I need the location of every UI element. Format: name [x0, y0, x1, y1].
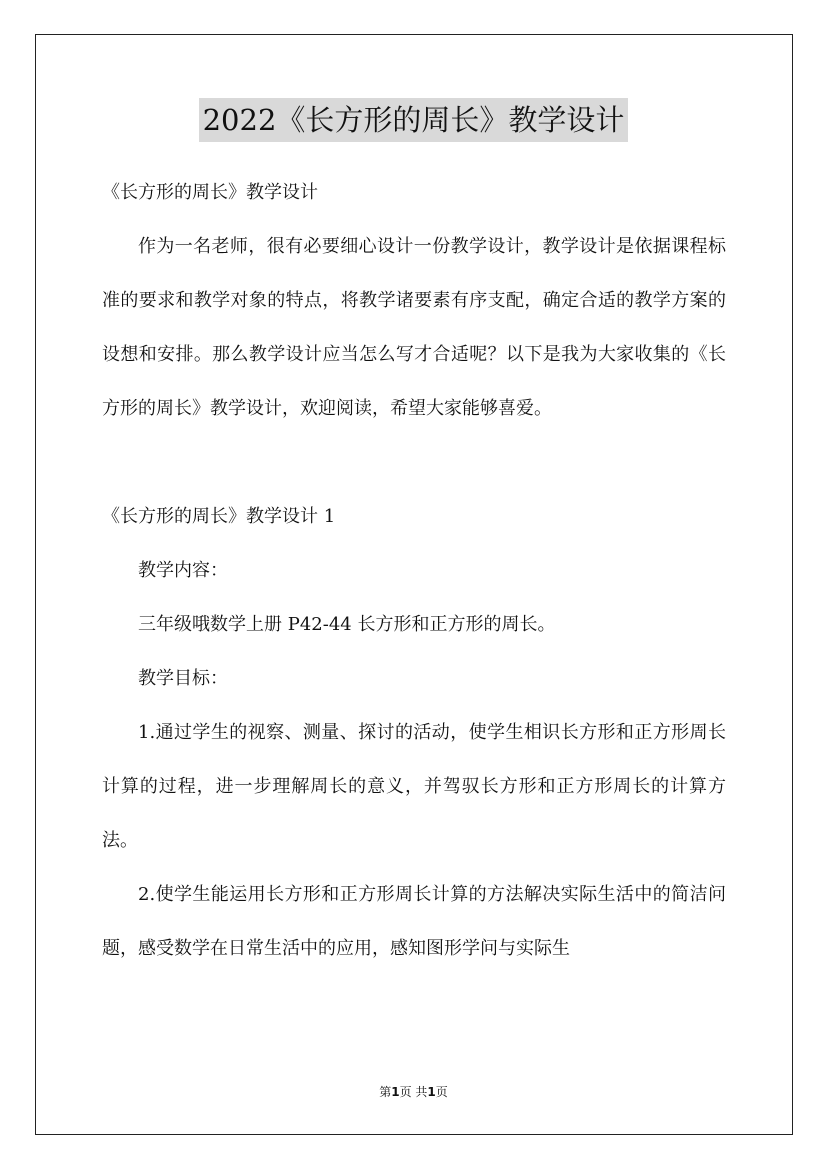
footer-prefix: 第 [379, 1085, 392, 1099]
paragraph-spacer [102, 436, 726, 490]
document-body [102, 166, 726, 976]
goal-item-1: 1.通过学生的视察、测量、探讨的活动，使学生相识长方形和正方形周长计算的过程，进一步理解周长的意义，并驾驭长方形和正方形周长的计算方法。 [102, 722, 726, 851]
teaching-goals-label: 教学目标： [138, 668, 228, 689]
goal-item-2: 2.使学生能运用长方形和正方形周长计算的方法解决实际生活中的简洁问题，感受数学在日常生活中的应用，感知图形学问与实际生 [102, 884, 726, 959]
teaching-content-text: 三年级哦数学上册 P42-44 长方形和正方形的周长。 [138, 614, 556, 635]
section-heading: 《长方形的周长》教学设计 1 [102, 506, 336, 527]
footer-mid: 页 共 [399, 1085, 428, 1099]
document-title: 2022《长方形的周长》教学设计 [199, 98, 629, 142]
subtitle-paragraph: 《长方形的周长》教学设计 [102, 182, 318, 203]
footer-suffix: 页 [435, 1085, 448, 1099]
teaching-content-label: 教学内容： [138, 560, 228, 581]
page-footer [0, 1082, 827, 1102]
title-container [0, 98, 827, 142]
footer-total-pages: 1 [427, 1085, 436, 1099]
footer-current-page: 1 [391, 1085, 400, 1099]
intro-paragraph: 作为一名老师，很有必要细心设计一份教学设计，教学设计是依据课程标准的要求和教学对象的特点，将教学诸要素有序支配，确定合适的教学方案的设想和安排。那么教学设计应当怎么写才合适呢？以下是我为大家收集的《长方形的周长》教学设计，欢迎阅读，希望大家能够喜爱。 [102, 236, 726, 419]
